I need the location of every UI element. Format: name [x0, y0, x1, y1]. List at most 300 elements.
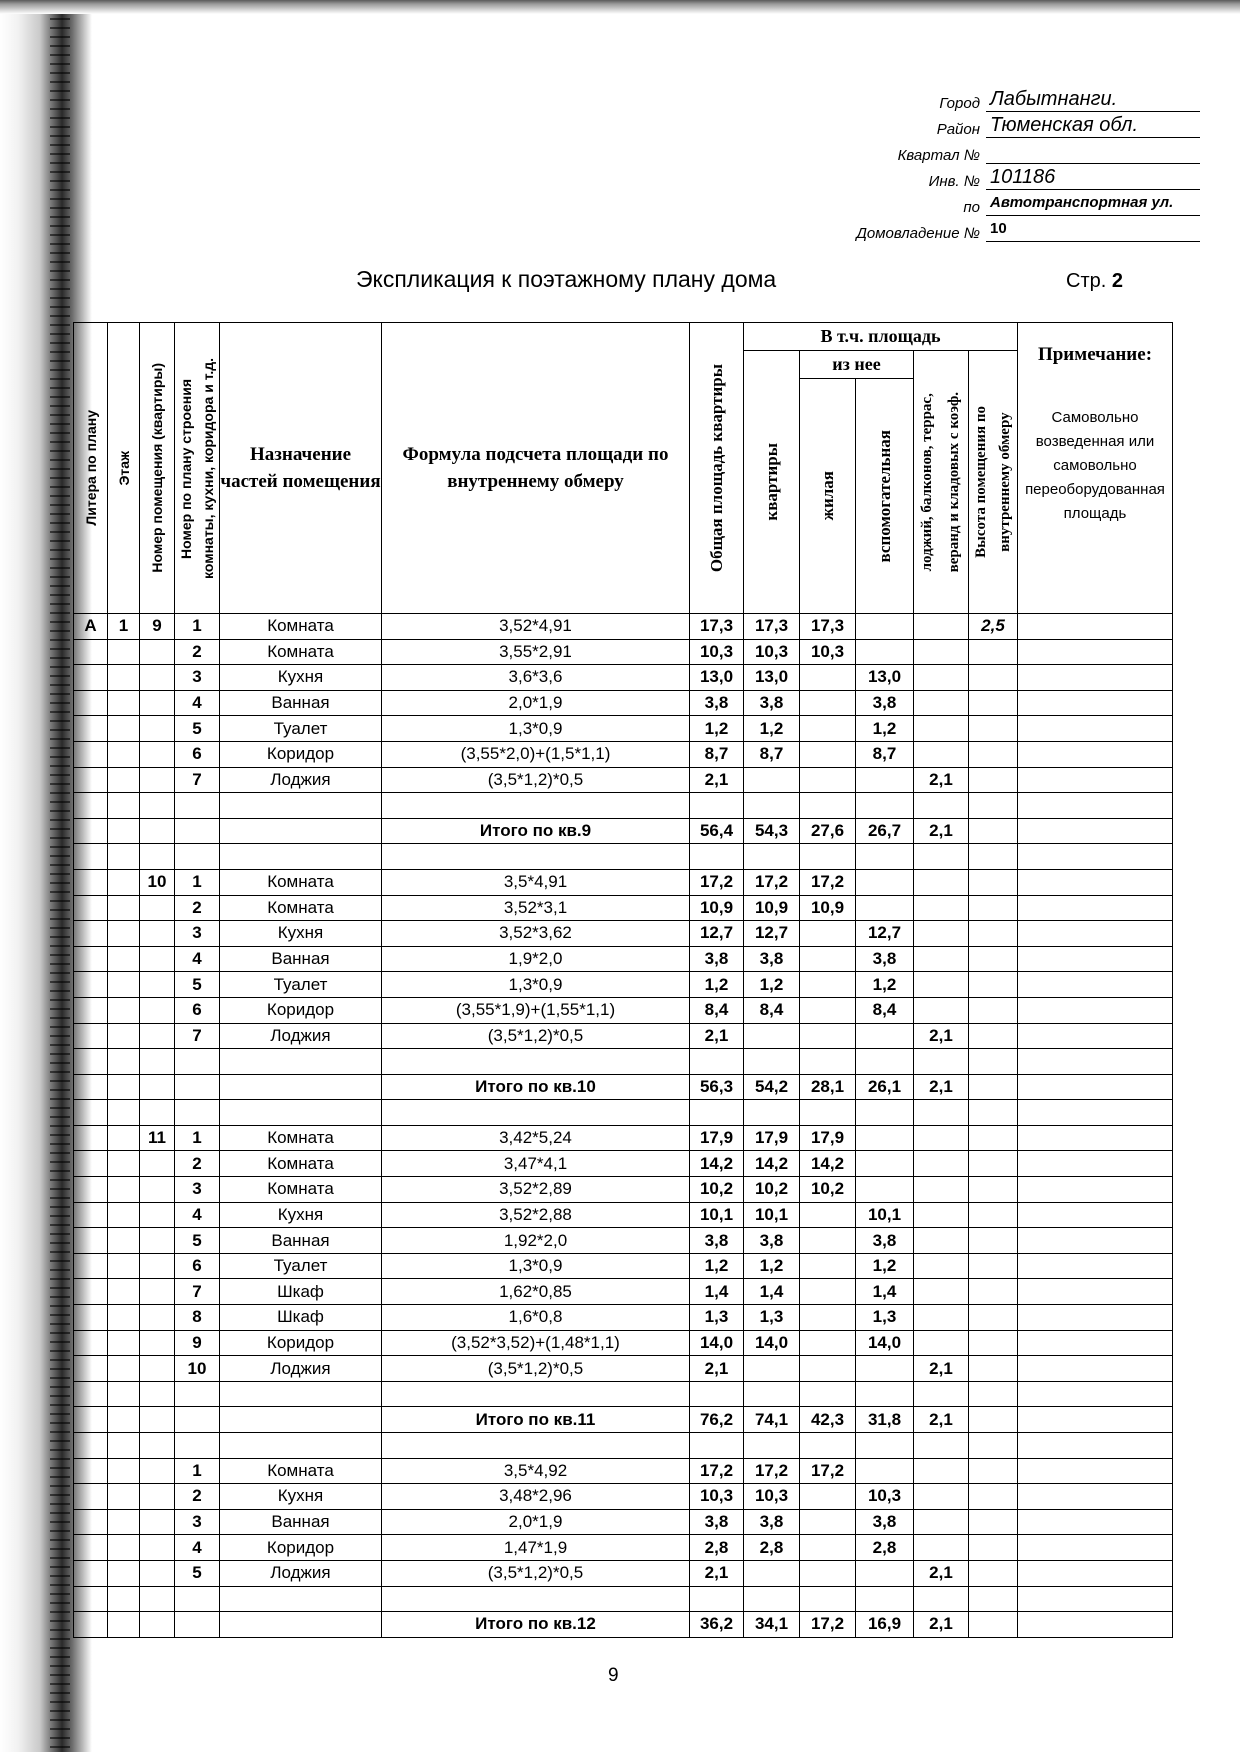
cell-no: 8 [175, 1305, 220, 1331]
cell-formula: 3,52*4,91 [382, 614, 690, 640]
cell-apt [140, 1202, 175, 1228]
cell-kv: 17,3 [744, 614, 800, 640]
cell-no: 2 [175, 639, 220, 665]
cell-lit [74, 869, 108, 895]
cell-floor [108, 844, 140, 870]
cell-aux: 10,3 [856, 1484, 914, 1510]
cell-name: Лоджия [220, 767, 382, 793]
cell-name: Туалет [220, 1253, 382, 1279]
cell-kv: 3,8 [744, 946, 800, 972]
cell-aux [856, 869, 914, 895]
table-header [74, 323, 1173, 614]
cell-apt [140, 972, 175, 998]
cell-no: 3 [175, 665, 220, 691]
cell-note [1018, 946, 1173, 972]
cell-log [914, 1458, 969, 1484]
cell-kv: 34,1 [744, 1612, 800, 1638]
cell-apt [140, 1433, 175, 1459]
table-row [74, 869, 1173, 895]
cell-liv [800, 1586, 856, 1612]
cell-liv: 27,6 [800, 818, 856, 844]
table-row [74, 1151, 1173, 1177]
cell-h [969, 1049, 1018, 1075]
cell-liv: 17,2 [800, 869, 856, 895]
cell-note [1018, 1535, 1173, 1561]
cell-total: 12,7 [690, 921, 744, 947]
cell-total: 2,8 [690, 1535, 744, 1561]
cell-liv [800, 972, 856, 998]
cell-h [969, 818, 1018, 844]
cell-log: 2,1 [914, 1612, 969, 1638]
cell-log [914, 1381, 969, 1407]
cell-floor [108, 1151, 140, 1177]
cell-liv [800, 1433, 856, 1459]
cell-lit [74, 1535, 108, 1561]
cell-aux: 1,2 [856, 716, 914, 742]
cell-kv: 14,2 [744, 1151, 800, 1177]
cell-lit [74, 1381, 108, 1407]
cell-log [914, 1330, 969, 1356]
cell-name: Комната [220, 1151, 382, 1177]
cell-no [175, 1612, 220, 1638]
cell-log: 2,1 [914, 1074, 969, 1100]
cell-aux [856, 1023, 914, 1049]
cell-no [175, 1100, 220, 1126]
header-total-area: Общая площадь квартиры [690, 323, 744, 614]
cell-name: Комната [220, 1125, 382, 1151]
cell-floor [108, 1202, 140, 1228]
cell-log [914, 1484, 969, 1510]
explication-table [73, 322, 1173, 1638]
cell-total: 1,4 [690, 1279, 744, 1305]
cell-total: 10,2 [690, 1177, 744, 1203]
address-value: Лабытнанги. [986, 87, 1200, 112]
cell-floor [108, 1049, 140, 1075]
cell-aux: 1,2 [856, 972, 914, 998]
cell-floor [108, 690, 140, 716]
cell-floor [108, 793, 140, 819]
cell-apt [140, 1023, 175, 1049]
footer-page-number: 9 [608, 1665, 619, 1686]
cell-kv [744, 1381, 800, 1407]
cell-aux [856, 639, 914, 665]
cell-apt [140, 1330, 175, 1356]
cell-h [969, 997, 1018, 1023]
cell-note [1018, 1458, 1173, 1484]
cell-liv [800, 1330, 856, 1356]
cell-formula: 2,0*1,9 [382, 1509, 690, 1535]
cell-log [914, 921, 969, 947]
cell-log [914, 665, 969, 691]
cell-apt [140, 1151, 175, 1177]
cell-name: Туалет [220, 716, 382, 742]
table-row [74, 665, 1173, 691]
cell-liv [800, 1484, 856, 1510]
cell-liv [800, 1202, 856, 1228]
cell-no: 4 [175, 946, 220, 972]
cell-log [914, 793, 969, 819]
cell-apt [140, 1100, 175, 1126]
cell-total: 56,3 [690, 1074, 744, 1100]
cell-lit [74, 997, 108, 1023]
cell-name [220, 1049, 382, 1075]
cell-liv: 28,1 [800, 1074, 856, 1100]
cell-total [690, 1586, 744, 1612]
cell-log [914, 639, 969, 665]
cell-lit [74, 1407, 108, 1433]
cell-liv: 17,3 [800, 614, 856, 640]
cell-lit [74, 1151, 108, 1177]
cell-total [690, 793, 744, 819]
cell-log [914, 690, 969, 716]
cell-kv: 10,2 [744, 1177, 800, 1203]
cell-no: 7 [175, 767, 220, 793]
cell-lit [74, 1228, 108, 1254]
cell-no: 1 [175, 1125, 220, 1151]
cell-kv: 1,3 [744, 1305, 800, 1331]
cell-name: Кухня [220, 1484, 382, 1510]
cell-floor [108, 818, 140, 844]
cell-lit [74, 793, 108, 819]
cell-aux: 3,8 [856, 946, 914, 972]
cell-total: 1,3 [690, 1305, 744, 1331]
cell-floor [108, 665, 140, 691]
cell-formula [382, 1381, 690, 1407]
total-row [74, 818, 1173, 844]
cell-name: Комната [220, 639, 382, 665]
cell-floor [108, 1586, 140, 1612]
cell-formula: Итого по кв.10 [382, 1074, 690, 1100]
cell-note [1018, 1125, 1173, 1151]
cell-kv: 3,8 [744, 1228, 800, 1254]
cell-liv [800, 1023, 856, 1049]
table-row [74, 767, 1173, 793]
cell-log [914, 895, 969, 921]
cell-note [1018, 741, 1173, 767]
page-label: Стр. [1066, 270, 1107, 292]
cell-lit [74, 716, 108, 742]
cell-h [969, 1509, 1018, 1535]
cell-formula [382, 1586, 690, 1612]
cell-lit [74, 665, 108, 691]
cell-floor [108, 1458, 140, 1484]
cell-note [1018, 767, 1173, 793]
cell-kv: 2,8 [744, 1535, 800, 1561]
cell-name: Коридор [220, 1535, 382, 1561]
cell-formula: 3,42*5,24 [382, 1125, 690, 1151]
cell-floor [108, 1305, 140, 1331]
cell-log [914, 1279, 969, 1305]
header-apartments: квартиры [744, 351, 800, 614]
cell-apt [140, 1305, 175, 1331]
cell-no: 1 [175, 869, 220, 895]
cell-h [969, 690, 1018, 716]
cell-h [969, 1458, 1018, 1484]
cell-note [1018, 1586, 1173, 1612]
cell-lit [74, 1612, 108, 1638]
cell-h [969, 895, 1018, 921]
cell-liv [800, 1381, 856, 1407]
cell-formula: 1,3*0,9 [382, 716, 690, 742]
cell-formula: 3,5*4,91 [382, 869, 690, 895]
cell-name: Комната [220, 614, 382, 640]
header-apartment-number: Номер помещения (квартиры) [140, 323, 175, 614]
cell-note [1018, 639, 1173, 665]
cell-aux: 3,8 [856, 1509, 914, 1535]
cell-floor [108, 1509, 140, 1535]
cell-aux [856, 1458, 914, 1484]
cell-aux [856, 1586, 914, 1612]
cell-formula [382, 844, 690, 870]
table-body [74, 614, 1173, 1638]
cell-no [175, 1433, 220, 1459]
cell-log: 2,1 [914, 818, 969, 844]
cell-log [914, 1586, 969, 1612]
cell-total: 10,3 [690, 639, 744, 665]
cell-note [1018, 1484, 1173, 1510]
total-row [74, 1407, 1173, 1433]
cell-no [175, 1381, 220, 1407]
cell-lit [74, 895, 108, 921]
cell-log: 2,1 [914, 767, 969, 793]
cell-name: Коридор [220, 997, 382, 1023]
cell-log [914, 1177, 969, 1203]
cell-formula: 1,47*1,9 [382, 1535, 690, 1561]
cell-lit [74, 1330, 108, 1356]
cell-floor [108, 921, 140, 947]
cell-log [914, 946, 969, 972]
cell-note [1018, 921, 1173, 947]
table-row [74, 1100, 1173, 1126]
table-row [74, 716, 1173, 742]
page-number [1066, 270, 1123, 293]
cell-apt [140, 921, 175, 947]
cell-note [1018, 793, 1173, 819]
cell-log [914, 1253, 969, 1279]
cell-floor [108, 1433, 140, 1459]
cell-apt [140, 1253, 175, 1279]
address-block [780, 86, 1200, 242]
cell-apt [140, 1612, 175, 1638]
cell-lit [74, 1458, 108, 1484]
cell-lit [74, 767, 108, 793]
address-value: 101186 [986, 165, 1200, 190]
cell-note [1018, 665, 1173, 691]
cell-note [1018, 895, 1173, 921]
cell-no: 2 [175, 1484, 220, 1510]
cell-h [969, 1253, 1018, 1279]
cell-lit [74, 1023, 108, 1049]
cell-apt [140, 997, 175, 1023]
cell-total [690, 1433, 744, 1459]
cell-kv [744, 767, 800, 793]
cell-liv [800, 1279, 856, 1305]
cell-apt [140, 1586, 175, 1612]
cell-lit [74, 818, 108, 844]
cell-liv [800, 1535, 856, 1561]
cell-aux: 8,4 [856, 997, 914, 1023]
cell-h [969, 1177, 1018, 1203]
cell-kv: 10,3 [744, 639, 800, 665]
cell-aux [856, 793, 914, 819]
cell-liv [800, 1509, 856, 1535]
cell-aux: 1,2 [856, 1253, 914, 1279]
cell-no: 6 [175, 741, 220, 767]
cell-total [690, 1049, 744, 1075]
cell-kv [744, 1356, 800, 1382]
cell-apt [140, 639, 175, 665]
address-label: Квартал № [897, 147, 980, 164]
table-row [74, 741, 1173, 767]
cell-aux [856, 1177, 914, 1203]
address-value: Автотранспортная ул. [986, 191, 1200, 216]
cell-floor [108, 716, 140, 742]
cell-no: 2 [175, 1151, 220, 1177]
cell-no: 1 [175, 614, 220, 640]
cell-total: 10,3 [690, 1484, 744, 1510]
cell-apt [140, 844, 175, 870]
cell-apt [140, 1535, 175, 1561]
cell-h [969, 1023, 1018, 1049]
cell-formula: 3,52*3,1 [382, 895, 690, 921]
cell-formula: (3,55*2,0)+(1,5*1,1) [382, 741, 690, 767]
cell-floor [108, 1381, 140, 1407]
header-auxiliary: вспомогательная [856, 379, 914, 614]
table-row [74, 1253, 1173, 1279]
cell-kv: 3,8 [744, 690, 800, 716]
cell-total [690, 1100, 744, 1126]
cell-formula [382, 1433, 690, 1459]
cell-total: 1,2 [690, 716, 744, 742]
cell-h [969, 1484, 1018, 1510]
cell-h [969, 1586, 1018, 1612]
cell-log [914, 1049, 969, 1075]
cell-aux: 31,8 [856, 1407, 914, 1433]
cell-liv [800, 844, 856, 870]
cell-note [1018, 972, 1173, 998]
cell-apt [140, 1381, 175, 1407]
cell-name: Комната [220, 895, 382, 921]
address-row-street [780, 190, 1200, 216]
cell-formula: 3,55*2,91 [382, 639, 690, 665]
header-of-which: из нее [800, 351, 914, 379]
cell-kv [744, 793, 800, 819]
cell-aux: 26,7 [856, 818, 914, 844]
cell-lit [74, 1279, 108, 1305]
cell-lit [74, 1484, 108, 1510]
cell-total: 1,2 [690, 1253, 744, 1279]
cell-formula: Итого по кв.12 [382, 1612, 690, 1638]
cell-apt [140, 1458, 175, 1484]
table-row [74, 1330, 1173, 1356]
cell-h [969, 1535, 1018, 1561]
cell-apt [140, 716, 175, 742]
cell-h [969, 1305, 1018, 1331]
cell-total: 2,1 [690, 1560, 744, 1586]
cell-log [914, 869, 969, 895]
cell-liv: 42,3 [800, 1407, 856, 1433]
cell-total [690, 1381, 744, 1407]
cell-liv [800, 1560, 856, 1586]
cell-formula: 1,3*0,9 [382, 972, 690, 998]
cell-formula: (3,5*1,2)*0,5 [382, 767, 690, 793]
cell-formula: Итого по кв.9 [382, 818, 690, 844]
cell-total: 14,0 [690, 1330, 744, 1356]
cell-aux [856, 1356, 914, 1382]
cell-aux [856, 1100, 914, 1126]
cell-log: 2,1 [914, 1560, 969, 1586]
cell-floor [108, 972, 140, 998]
cell-liv [800, 1253, 856, 1279]
cell-total: 2,1 [690, 767, 744, 793]
header-room-number: Номер по плану строения комнаты, кухни, коридора и т.д. [175, 323, 220, 614]
cell-apt [140, 1228, 175, 1254]
cell-liv [800, 665, 856, 691]
cell-no: 5 [175, 1228, 220, 1254]
total-row [74, 1612, 1173, 1638]
cell-formula: Итого по кв.11 [382, 1407, 690, 1433]
cell-formula: (3,55*1,9)+(1,55*1,1) [382, 997, 690, 1023]
cell-h [969, 1279, 1018, 1305]
cell-total: 3,8 [690, 690, 744, 716]
cell-formula: 1,6*0,8 [382, 1305, 690, 1331]
table-row [74, 1177, 1173, 1203]
cell-liv [800, 690, 856, 716]
cell-total: 13,0 [690, 665, 744, 691]
cell-log [914, 1509, 969, 1535]
cell-note [1018, 1074, 1173, 1100]
cell-note [1018, 1509, 1173, 1535]
cell-no [175, 844, 220, 870]
table-row [74, 1202, 1173, 1228]
table-row [74, 1305, 1173, 1331]
cell-kv [744, 844, 800, 870]
cell-total: 2,1 [690, 1356, 744, 1382]
cell-no: 3 [175, 1177, 220, 1203]
cell-h [969, 972, 1018, 998]
cell-name: Кухня [220, 1202, 382, 1228]
cell-floor [108, 1356, 140, 1382]
cell-formula: 1,92*2,0 [382, 1228, 690, 1254]
cell-log [914, 972, 969, 998]
cell-no: 5 [175, 716, 220, 742]
cell-floor [108, 1535, 140, 1561]
cell-total: 3,8 [690, 946, 744, 972]
cell-log [914, 1202, 969, 1228]
cell-no: 6 [175, 1253, 220, 1279]
cell-h [969, 869, 1018, 895]
cell-floor [108, 895, 140, 921]
cell-lit [74, 639, 108, 665]
cell-total: 2,1 [690, 1023, 744, 1049]
cell-kv: 10,3 [744, 1484, 800, 1510]
cell-aux [856, 1560, 914, 1586]
cell-no: 7 [175, 1023, 220, 1049]
cell-name [220, 1612, 382, 1638]
header-formula: Формула подсчета площади по внутреннему обмеру [382, 323, 690, 614]
cell-liv: 17,2 [800, 1612, 856, 1638]
table-row [74, 844, 1173, 870]
cell-no [175, 818, 220, 844]
cell-liv: 14,2 [800, 1151, 856, 1177]
cell-floor [108, 1177, 140, 1203]
cell-formula: 3,48*2,96 [382, 1484, 690, 1510]
cell-formula: 3,47*4,1 [382, 1151, 690, 1177]
cell-aux: 26,1 [856, 1074, 914, 1100]
cell-h [969, 716, 1018, 742]
cell-note [1018, 1381, 1173, 1407]
cell-floor [108, 1100, 140, 1126]
